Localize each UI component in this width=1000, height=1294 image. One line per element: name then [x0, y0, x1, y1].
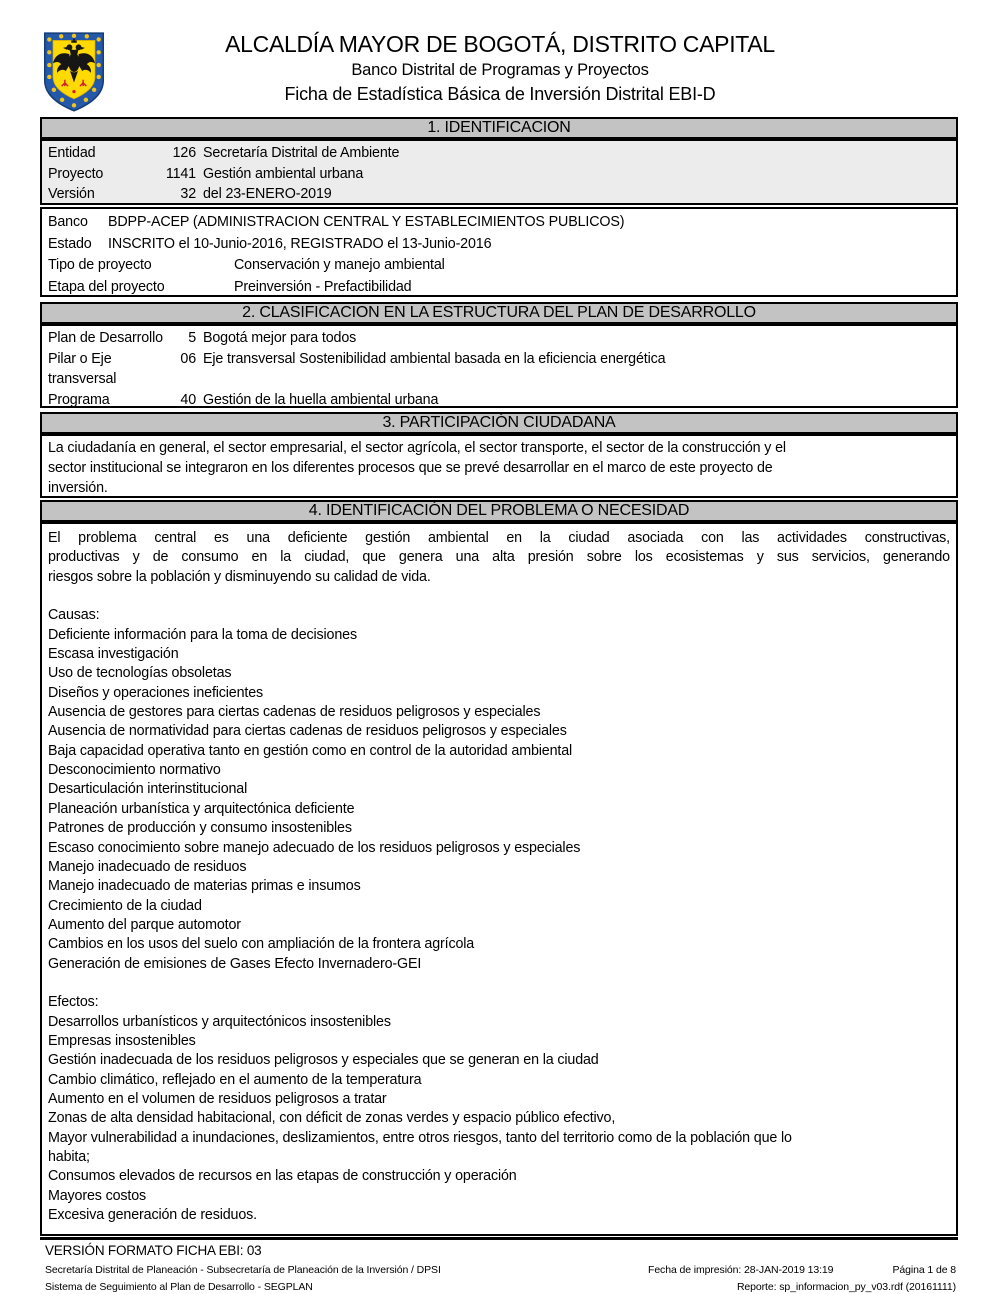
- text-line: inversión.: [48, 480, 108, 496]
- text-line: sector institucional se integraron en los diferentes procesos que se prevé desarrollar en el marco de este proyecto de: [48, 460, 773, 476]
- field-label: Banco: [48, 214, 88, 230]
- text-line: [48, 974, 950, 993]
- field-label: Pilar o Eje transversal: [48, 350, 117, 387]
- text-line: Escaso conocimiento sobre manejo adecuado de los residuos peligrosos y especiales: [48, 839, 581, 856]
- causes-effects-list: [48, 587, 950, 1225]
- field-value: 40 Gestión de la huella ambiental urbana: [180, 391, 439, 408]
- text-line: riesgos sobre la población y disminuyendo su calidad de vida.: [48, 568, 431, 585]
- field-value: Conservación y manejo ambiental: [234, 257, 445, 273]
- field-label: Versión: [48, 186, 95, 202]
- text-line: Manejo inadecuado de materias primas e insumos: [48, 878, 361, 895]
- field-value: 126 Secretaría Distrital de Ambiente: [172, 145, 400, 161]
- section-2-header: 2. CLASIFICACION EN LA ESTRUCTURA DEL PLAN DE DESARROLLO: [40, 302, 958, 324]
- text-line: Aumento del parque automotor: [48, 916, 241, 933]
- text-line: Excesiva generación de residuos.: [48, 1207, 257, 1224]
- field-row: [42, 328, 956, 349]
- text-line: La ciudadanía en general, el sector empresarial, el sector agrícola, el sector transporte, el sector de la construcción y el: [48, 440, 786, 456]
- text-line: Efectos:: [48, 994, 99, 1011]
- text-line: Uso de tecnologías obsoletas: [48, 665, 232, 682]
- field-row: [42, 234, 956, 256]
- field-row: [42, 255, 956, 277]
- text-line: habita;: [48, 1149, 90, 1165]
- problem-intro-paragraph: [48, 529, 950, 587]
- field-label: Programa: [48, 391, 110, 408]
- field-value: 32 del 23-ENERO-2019: [180, 186, 332, 202]
- text-line: Zonas de alta densidad habitacional, con déficit de zonas verdes y espacio público efectivo,: [48, 1110, 616, 1127]
- text-line: Desarticulación interinstitucional: [48, 781, 248, 798]
- text-line: Cambios en los usos del suelo con ampliación de la frontera agrícola: [48, 936, 475, 953]
- field-row: [42, 184, 956, 205]
- report-file-label: Reporte: sp_informacion_py_v03.rdf (20161111): [736, 1281, 956, 1293]
- text-line: Ausencia de gestores para ciertas cadenas de residuos peligrosos y especiales: [48, 704, 541, 721]
- field-row: [42, 143, 956, 164]
- text-line: Diseños y operaciones ineficientes: [48, 684, 264, 701]
- identification-block: [40, 139, 958, 205]
- field-label: Proyecto: [48, 165, 104, 182]
- field-label: Etapa del proyecto: [48, 278, 165, 295]
- field-value: Preinversión - Prefactibilidad: [234, 278, 412, 295]
- text-line: Consumos elevados de recursos en las etapas de construcción y operación: [48, 1168, 517, 1185]
- problem-identification-block: [40, 522, 958, 1236]
- section-4-header: 4. IDENTIFICACIÓN DEL PROBLEMA O NECESIDAD: [40, 500, 958, 522]
- text-line: Cambio climático, reflejado en el aumento de la temperatura: [48, 1071, 422, 1088]
- field-row: [42, 390, 956, 409]
- print-date-label: Fecha de impresión: 28-JAN-2019 13:19: [648, 1264, 834, 1276]
- section-3-header: 3. PARTICIPACIÓN CIUDADANA: [40, 412, 958, 434]
- footer-org-line: Secretaría Distrital de Planeación - Subsecretaría de Planeación de la Inversión / DPSI: [45, 1264, 441, 1276]
- text-line: Desconocimiento normativo: [48, 762, 221, 779]
- text-line: Escasa investigación: [48, 646, 179, 663]
- document-subtitle: Banco Distrital de Programas y Proyectos: [351, 61, 649, 79]
- field-row: [42, 277, 956, 298]
- footer-system-line: Sistema de Seguimiento al Plan de Desarrollo - SEGPLAN: [45, 1281, 313, 1293]
- footer-divider: [40, 1237, 958, 1240]
- text-line: Manejo inadecuado de residuos: [48, 858, 247, 875]
- text-line: Aumento en el volumen de residuos peligrosos a tratar: [48, 1090, 387, 1107]
- text-line: Generación de emisiones de Gases Efecto Invernadero-GEI: [48, 955, 422, 972]
- section-1-header: 1. IDENTIFICACION: [40, 117, 958, 139]
- field-row: [42, 212, 956, 234]
- citizen-participation-block: [40, 434, 958, 498]
- field-value: INSCRITO el 10-Junio-2016, REGISTRADO el 13-Junio-2016: [108, 235, 492, 252]
- field-row: [42, 349, 956, 390]
- text-line: El problema central es una deficiente gestión ambiental en la ciudad asociada con las actividades constructivas,: [48, 530, 950, 546]
- text-line: [48, 587, 950, 606]
- document-form-name: Ficha de Estadística Básica de Inversión Distrital EBI-D: [284, 84, 716, 104]
- field-value: BDPP-ACEP (ADMINISTRACION CENTRAL Y ESTABLECIMIENTOS PUBLICOS): [108, 214, 625, 230]
- field-value: 06 Eje transversal Sostenibilidad ambiental basada en la eficiencia energética: [180, 350, 666, 367]
- format-version-label: VERSIÓN FORMATO FICHA EBI: 03: [45, 1243, 262, 1258]
- field-label: Tipo de proyecto: [48, 257, 152, 273]
- text-line: Planeación urbanística y arquitectónica deficiente: [48, 800, 355, 817]
- text-line: Deficiente información para la toma de decisiones: [48, 626, 357, 643]
- text-line: Desarrollos urbanísticos y arquitectónicos insostenibles: [48, 1013, 391, 1030]
- text-line: Mayor vulnerabilidad a inundaciones, deslizamientos, entre otros riesgos, tanto del territorio como de la población que lo: [48, 1129, 792, 1146]
- text-line: Patrones de producción y consumo insostenibles: [48, 820, 352, 837]
- footer-row: [40, 1264, 958, 1276]
- field-row: [42, 164, 956, 185]
- field-value: 5 Bogotá mejor para todos: [188, 330, 357, 346]
- text-line: Ausencia de normatividad para ciertas cadenas de residuos peligrosos y especiales: [48, 723, 567, 740]
- text-line: Baja capacidad operativa tanto en gestión como en control de la autoridad ambiental: [48, 742, 573, 759]
- field-label: Entidad: [48, 145, 96, 161]
- text-line: Mayores costos: [48, 1187, 147, 1204]
- plan-classification-block: [40, 324, 958, 408]
- text-line: Causas:: [48, 607, 100, 624]
- field-value: 1141 Gestión ambiental urbana: [165, 165, 364, 182]
- field-label: Estado: [48, 235, 92, 252]
- project-status-block: [40, 207, 958, 297]
- text-line: Gestión inadecuada de los residuos peligrosos y especiales que se generan en la ciudad: [48, 1052, 599, 1069]
- text-line: Crecimiento de la ciudad: [48, 897, 202, 914]
- footer-row: [40, 1281, 958, 1293]
- document-title: ALCALDÍA MAYOR DE BOGOTÁ, DISTRITO CAPITAL: [225, 31, 775, 57]
- field-label: Plan de Desarrollo: [48, 330, 163, 346]
- text-line: Empresas insostenibles: [48, 1032, 196, 1049]
- text-line: productivas y de consumo en la ciudad, que genera una alta presión sobre los ecosistemas y sus servicios, generando: [48, 549, 950, 566]
- page-number-label: Página 1 de 8: [892, 1264, 956, 1276]
